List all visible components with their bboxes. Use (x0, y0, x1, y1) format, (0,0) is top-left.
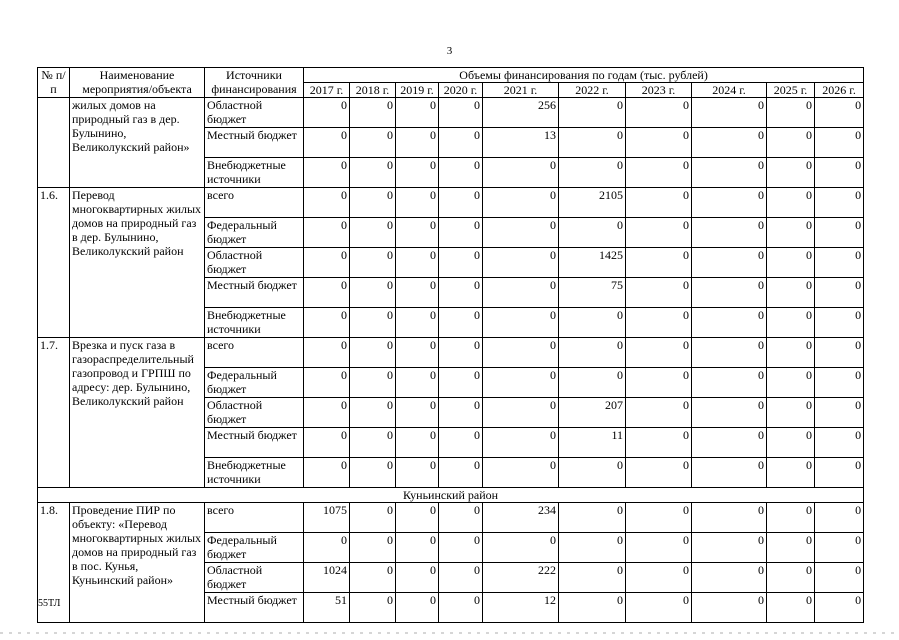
value-cell: 1024 (304, 563, 350, 593)
value-cell: 1075 (304, 503, 350, 533)
value-cell: 0 (304, 458, 350, 488)
header-row-1 (38, 68, 864, 83)
value-cell: 0 (396, 278, 439, 308)
value-cell: 0 (767, 503, 815, 533)
item-name: жилых домов на природный газ в дер. Булынино, Великолукский район» (70, 98, 205, 188)
value-cell: 0 (304, 98, 350, 128)
value-cell: 0 (483, 188, 559, 218)
value-cell: 0 (767, 248, 815, 278)
value-cell: 0 (439, 188, 483, 218)
value-cell: 0 (350, 128, 396, 158)
value-cell: 0 (767, 308, 815, 338)
value-cell: 0 (350, 593, 396, 623)
value-cell: 0 (559, 503, 626, 533)
value-cell: 0 (439, 218, 483, 248)
value-cell: 0 (767, 428, 815, 458)
value-cell: 0 (815, 368, 864, 398)
value-cell: 0 (626, 188, 692, 218)
value-cell: 0 (815, 218, 864, 248)
funding-source: Областной бюджет (205, 398, 304, 428)
value-cell: 0 (350, 308, 396, 338)
value-cell: 0 (692, 188, 767, 218)
value-cell: 0 (767, 218, 815, 248)
value-cell: 0 (304, 368, 350, 398)
value-cell: 0 (815, 278, 864, 308)
value-cell: 0 (692, 368, 767, 398)
item-name: Перевод многоквартирных жилых домов на природный газ в дер. Булынино, Великолукский район (70, 188, 205, 338)
value-cell: 0 (815, 338, 864, 368)
value-cell: 51 (304, 593, 350, 623)
funding-source: Местный бюджет (205, 278, 304, 308)
funding-source: Областной бюджет (205, 248, 304, 278)
value-cell: 0 (815, 563, 864, 593)
funding-source: Областной бюджет (205, 563, 304, 593)
value-cell: 0 (626, 563, 692, 593)
value-cell: 0 (304, 533, 350, 563)
value-cell: 0 (815, 158, 864, 188)
value-cell: 0 (815, 533, 864, 563)
value-cell: 0 (439, 308, 483, 338)
value-cell: 0 (815, 503, 864, 533)
value-cell: 0 (815, 308, 864, 338)
value-cell: 0 (626, 533, 692, 563)
value-cell: 0 (350, 188, 396, 218)
value-cell: 0 (439, 563, 483, 593)
value-cell: 0 (350, 533, 396, 563)
value-cell: 0 (767, 278, 815, 308)
value-cell: 0 (439, 428, 483, 458)
value-cell: 0 (692, 563, 767, 593)
value-cell: 0 (626, 158, 692, 188)
header-source: Источники финансирования (205, 68, 304, 98)
header-no: № п/п (38, 68, 70, 98)
value-cell: 0 (767, 128, 815, 158)
value-cell: 0 (483, 248, 559, 278)
value-cell: 234 (483, 503, 559, 533)
value-cell: 0 (767, 338, 815, 368)
value-cell: 0 (483, 428, 559, 458)
value-cell: 0 (692, 458, 767, 488)
header-volumes: Объемы финансирования по годам (тыс. рублей) (304, 68, 864, 83)
value-cell: 207 (559, 398, 626, 428)
region-row (38, 488, 864, 503)
value-cell: 0 (304, 158, 350, 188)
value-cell: 0 (692, 398, 767, 428)
footer-code: 55ТЛ (38, 598, 61, 609)
value-cell: 0 (767, 188, 815, 218)
value-cell: 0 (304, 188, 350, 218)
value-cell: 0 (304, 338, 350, 368)
funding-source: Федеральный бюджет (205, 368, 304, 398)
value-cell: 0 (396, 458, 439, 488)
value-cell: 0 (396, 338, 439, 368)
value-cell: 0 (626, 218, 692, 248)
header-year: 2020 г. (439, 83, 483, 98)
header-year: 2021 г. (483, 83, 559, 98)
value-cell: 0 (626, 248, 692, 278)
value-cell: 0 (439, 98, 483, 128)
header-year: 2026 г. (815, 83, 864, 98)
value-cell: 0 (692, 278, 767, 308)
value-cell: 0 (483, 278, 559, 308)
value-cell: 256 (483, 98, 559, 128)
value-cell: 0 (692, 533, 767, 563)
value-cell: 2105 (559, 188, 626, 218)
value-cell: 0 (396, 563, 439, 593)
header-name: Наименование мероприятия/объекта (70, 68, 205, 98)
table-row (38, 338, 864, 368)
item-number: 1.6. (38, 188, 70, 338)
value-cell: 0 (815, 188, 864, 218)
page-number: 3 (446, 45, 453, 57)
value-cell: 0 (396, 248, 439, 278)
value-cell: 0 (559, 533, 626, 563)
value-cell: 0 (396, 218, 439, 248)
value-cell: 0 (439, 278, 483, 308)
value-cell: 0 (559, 158, 626, 188)
header-year: 2023 г. (626, 83, 692, 98)
value-cell: 0 (396, 533, 439, 563)
value-cell: 0 (815, 428, 864, 458)
value-cell: 0 (767, 533, 815, 563)
value-cell: 0 (626, 308, 692, 338)
value-cell: 0 (559, 98, 626, 128)
value-cell: 0 (626, 338, 692, 368)
value-cell: 0 (483, 533, 559, 563)
value-cell: 0 (767, 368, 815, 398)
value-cell: 0 (350, 218, 396, 248)
value-cell: 0 (304, 428, 350, 458)
funding-source: Федеральный бюджет (205, 218, 304, 248)
value-cell: 0 (815, 398, 864, 428)
value-cell: 0 (304, 278, 350, 308)
value-cell: 0 (815, 128, 864, 158)
value-cell: 0 (692, 503, 767, 533)
value-cell: 0 (304, 218, 350, 248)
value-cell: 0 (483, 158, 559, 188)
value-cell: 0 (483, 398, 559, 428)
value-cell: 11 (559, 428, 626, 458)
value-cell: 0 (692, 158, 767, 188)
value-cell: 0 (350, 398, 396, 428)
value-cell: 0 (767, 593, 815, 623)
value-cell: 0 (559, 128, 626, 158)
item-name: Врезка и пуск газа в газораспределительный газопровод и ГРПШ по адресу: дер. Булынино, Великолукский район (70, 338, 205, 488)
value-cell: 0 (692, 428, 767, 458)
value-cell: 0 (626, 98, 692, 128)
financing-table (37, 67, 864, 623)
value-cell: 0 (396, 98, 439, 128)
value-cell: 0 (350, 563, 396, 593)
value-cell: 222 (483, 563, 559, 593)
funding-source: Внебюджетные источники (205, 158, 304, 188)
header-year: 2022 г. (559, 83, 626, 98)
value-cell: 0 (439, 338, 483, 368)
value-cell: 0 (692, 338, 767, 368)
value-cell: 0 (483, 458, 559, 488)
table-row (38, 188, 864, 218)
region-label: Куньинский район (38, 488, 864, 503)
value-cell: 0 (350, 503, 396, 533)
value-cell: 0 (396, 158, 439, 188)
value-cell: 0 (483, 308, 559, 338)
value-cell: 0 (483, 368, 559, 398)
value-cell: 0 (626, 458, 692, 488)
value-cell: 0 (692, 593, 767, 623)
value-cell: 0 (559, 308, 626, 338)
value-cell: 0 (692, 218, 767, 248)
value-cell: 0 (483, 218, 559, 248)
value-cell: 0 (350, 368, 396, 398)
header-year: 2025 г. (767, 83, 815, 98)
item-number: 1.8. (38, 503, 70, 623)
item-number: 1.7. (38, 338, 70, 488)
funding-source: Внебюджетные источники (205, 458, 304, 488)
value-cell: 0 (815, 248, 864, 278)
value-cell: 0 (439, 158, 483, 188)
value-cell: 0 (626, 503, 692, 533)
value-cell: 0 (439, 533, 483, 563)
funding-source: всего (205, 188, 304, 218)
value-cell: 0 (559, 563, 626, 593)
value-cell: 0 (439, 128, 483, 158)
value-cell: 0 (396, 428, 439, 458)
value-cell: 0 (350, 158, 396, 188)
funding-source: Областной бюджет (205, 98, 304, 128)
item-number (38, 98, 70, 188)
value-cell: 0 (815, 458, 864, 488)
value-cell: 0 (559, 593, 626, 623)
table-row (38, 98, 864, 128)
value-cell: 0 (350, 428, 396, 458)
funding-source: Местный бюджет (205, 128, 304, 158)
value-cell: 0 (396, 128, 439, 158)
funding-source: Внебюджетные источники (205, 308, 304, 338)
value-cell: 0 (767, 458, 815, 488)
value-cell: 0 (350, 248, 396, 278)
value-cell: 0 (692, 308, 767, 338)
value-cell: 0 (439, 368, 483, 398)
funding-source: всего (205, 338, 304, 368)
funding-source: Федеральный бюджет (205, 533, 304, 563)
funding-source: Местный бюджет (205, 593, 304, 623)
header-year: 2017 г. (304, 83, 350, 98)
value-cell: 75 (559, 278, 626, 308)
value-cell: 0 (815, 593, 864, 623)
value-cell: 0 (304, 398, 350, 428)
value-cell: 0 (626, 428, 692, 458)
value-cell: 0 (350, 338, 396, 368)
value-cell: 0 (396, 308, 439, 338)
value-cell: 0 (692, 128, 767, 158)
value-cell: 0 (692, 248, 767, 278)
value-cell: 0 (439, 593, 483, 623)
value-cell: 0 (626, 368, 692, 398)
value-cell: 0 (626, 128, 692, 158)
value-cell: 0 (559, 338, 626, 368)
value-cell: 13 (483, 128, 559, 158)
scan-edge (0, 632, 899, 634)
table-row (38, 503, 864, 533)
value-cell: 0 (396, 368, 439, 398)
header-year: 2019 г. (396, 83, 439, 98)
value-cell: 0 (350, 278, 396, 308)
value-cell: 0 (559, 218, 626, 248)
value-cell: 0 (559, 368, 626, 398)
value-cell: 1425 (559, 248, 626, 278)
value-cell: 0 (626, 278, 692, 308)
header-year: 2024 г. (692, 83, 767, 98)
value-cell: 0 (483, 338, 559, 368)
value-cell: 0 (439, 248, 483, 278)
funding-source: Местный бюджет (205, 428, 304, 458)
value-cell: 0 (304, 308, 350, 338)
value-cell: 0 (396, 398, 439, 428)
value-cell: 0 (767, 398, 815, 428)
value-cell: 0 (396, 593, 439, 623)
value-cell: 0 (439, 398, 483, 428)
value-cell: 0 (815, 98, 864, 128)
value-cell: 0 (767, 158, 815, 188)
value-cell: 0 (439, 458, 483, 488)
value-cell: 12 (483, 593, 559, 623)
table-body (38, 98, 864, 623)
value-cell: 0 (396, 503, 439, 533)
value-cell: 0 (626, 593, 692, 623)
value-cell: 0 (559, 458, 626, 488)
value-cell: 0 (767, 563, 815, 593)
header-year: 2018 г. (350, 83, 396, 98)
item-name: Проведение ПИР по объекту: «Перевод многоквартирных жилых домов на природный газ в пос. Кунья, Куньинский район» (70, 503, 205, 623)
value-cell: 0 (350, 458, 396, 488)
value-cell: 0 (350, 98, 396, 128)
funding-source: всего (205, 503, 304, 533)
value-cell: 0 (767, 98, 815, 128)
value-cell: 0 (304, 248, 350, 278)
value-cell: 0 (396, 188, 439, 218)
value-cell: 0 (692, 98, 767, 128)
value-cell: 0 (304, 128, 350, 158)
value-cell: 0 (439, 503, 483, 533)
value-cell: 0 (626, 398, 692, 428)
